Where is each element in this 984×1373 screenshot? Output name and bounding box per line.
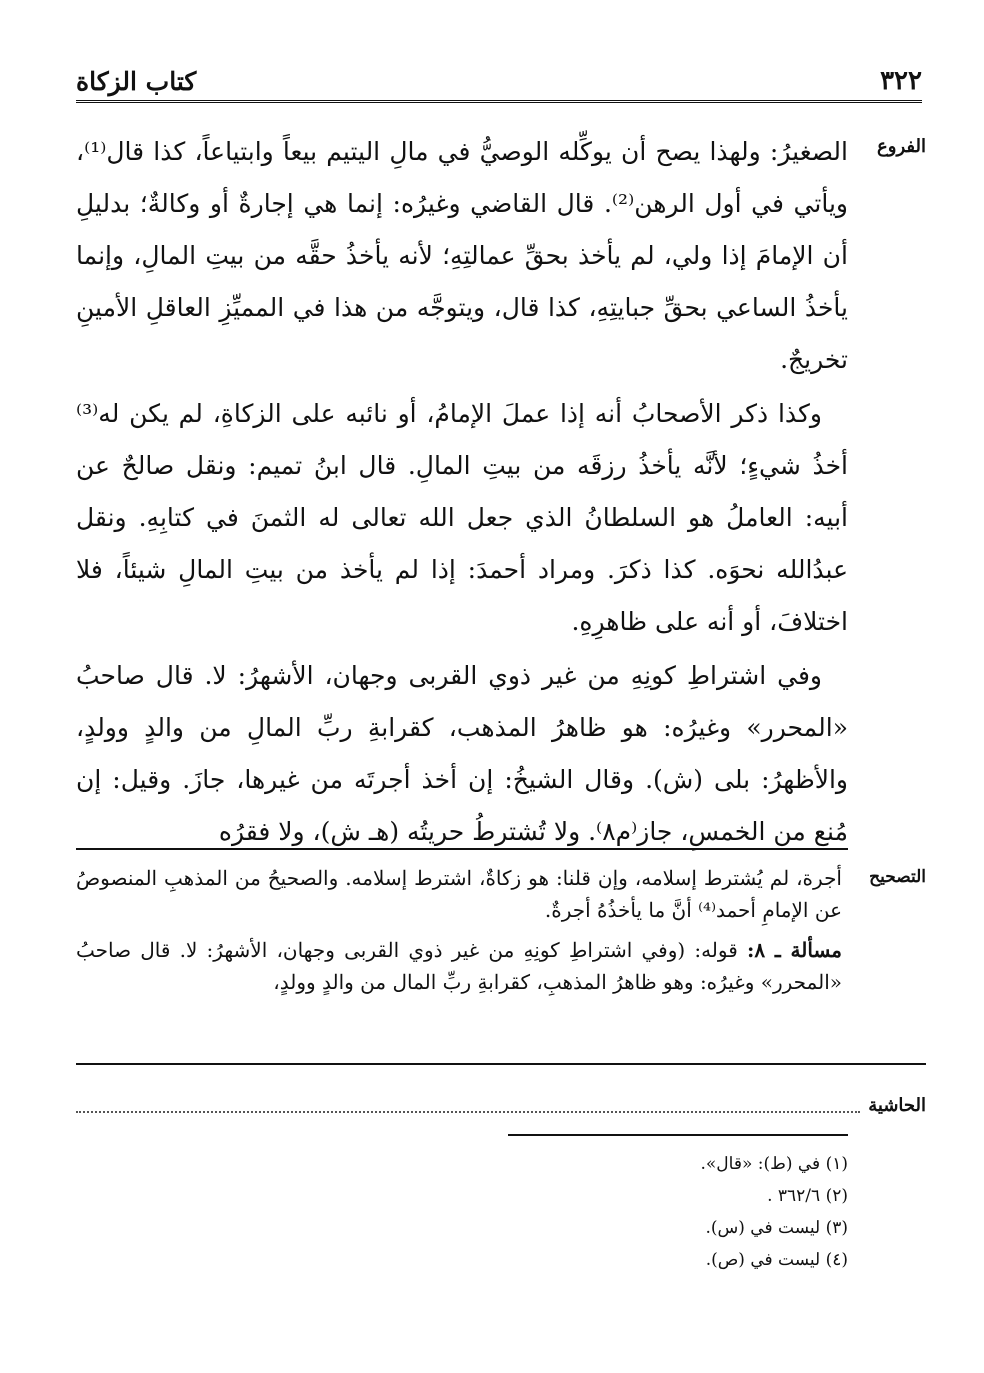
- masala-paragraph: [76, 934, 842, 998]
- main-body: [76, 126, 848, 858]
- hashiya-dotted-line: [76, 1097, 860, 1113]
- tashih-body: [76, 862, 842, 998]
- section-divider: [76, 848, 848, 850]
- footnote-2: (٢) ٣٦٢/٦ .: [767, 1186, 848, 1206]
- furu-label: الفروع: [877, 136, 926, 157]
- hashiya-section: [76, 1090, 926, 1120]
- masala-text: قوله: (وفي اشتراطِ كونِهِ من غير ذوي القربى وجهان، الأشهرُ: لا. قال صاحبُ «المحرر» وغيرُه: وهو ظاهرُ المذهبِ، كقرابةِ ربِّ المال من والدٍ وولدٍ،: [76, 938, 842, 994]
- footnote-4: (٤) ليست في (ص).: [705, 1250, 848, 1270]
- tashih-label: التصحيح: [869, 867, 926, 887]
- main-text: [76, 126, 926, 858]
- footnote-1: (١) في (ط): «قال».: [700, 1154, 848, 1174]
- tashih-section: [76, 862, 926, 998]
- footnotes: [76, 1148, 848, 1276]
- main-paragraph-1: الصغيرُ: ولهذا يصح أن يوكِّله الوصيُّ في مالِ اليتيم بيعاً وابتياعاً، كذا قال⁽¹⁾، ويأتي في أول الرهن⁽²⁾. قال القاضي وغيرُه: إنما هي إجارةٌ أو وكالةٌ؛ بدليلِ أن الإمامَ إذا ولي، لم يأخذ بحقِّ عمالتِهِ؛ لأنه يأخذُ حقَّه من بيتِ المالِ، وإنما يأخذُ الساعي بحقِّ جبايتِهِ، كذا قال، ويتوجَّه من هذا في المميِّزِ العاقلِ الأمينِ تخريجٌ.: [76, 137, 848, 374]
- tashih-paragraph: أجرة، لم يُشترط إسلامه، وإن قلنا: هو زكاةٌ، اشترط إسلامه. والصحيحُ من المذهبِ المنصوصُ عن الإمامِ أحمد⁽⁴⁾ أنَّ ما يأخذُهُ أجرةٌ.: [76, 866, 842, 922]
- page-header: [76, 52, 922, 103]
- page-number: ٣٢٢: [880, 66, 922, 96]
- footnote-3: (٣) ليست في (س).: [705, 1218, 848, 1238]
- main-paragraph-3: وفي اشتراطِ كونِهِ من غير ذوي القربى وجهان، الأشهرُ: لا. قال صاحبُ «المحرر» وغيرُه: هو ظاهرُ المذهب، كقرابةِ ربِّ المالِ من والدٍ وولدٍ، والأظهرُ: بلى (ش). وقال الشيخُ: إن أخذ أجرتَه من غيرها، جازَ. وقيل: إن مُنع من الخمسِ، جاز⁽م٨⁾. ولا تُشترطُ حريتُه (هـ ش)، ولا فقرُه: [76, 661, 848, 846]
- section-divider-2: [76, 1063, 926, 1065]
- masala-label: مسألة ـ ٨:: [746, 938, 842, 962]
- book-title: كتاب الزكاة: [76, 67, 197, 96]
- main-paragraph-2: وكذا ذكر الأصحابُ أنه إذا عملَ الإمامُ، أو نائبه على الزكاةِ، لم يكن له⁽³⁾ أخذُ شيءٍ؛ لأنَّه يأخذُ رزقَه من بيتِ المالِ. قال ابنُ تميم: ونقل صالحٌ عن أبيه: العاملُ هو السلطانُ الذي جعل الله تعالى له الثمنَ في كتابِهِ. ونقل عبدُالله نحوَه. كذا ذكرَ. ومراد أحمدَ: إذا لم يأخذ من بيتِ المالِ شيئاً، فلا اختلافَ، أو أنه على ظاهرِهِ.: [76, 399, 848, 636]
- hashiya-label: الحاشية: [868, 1094, 926, 1116]
- footnote-divider: [508, 1134, 848, 1136]
